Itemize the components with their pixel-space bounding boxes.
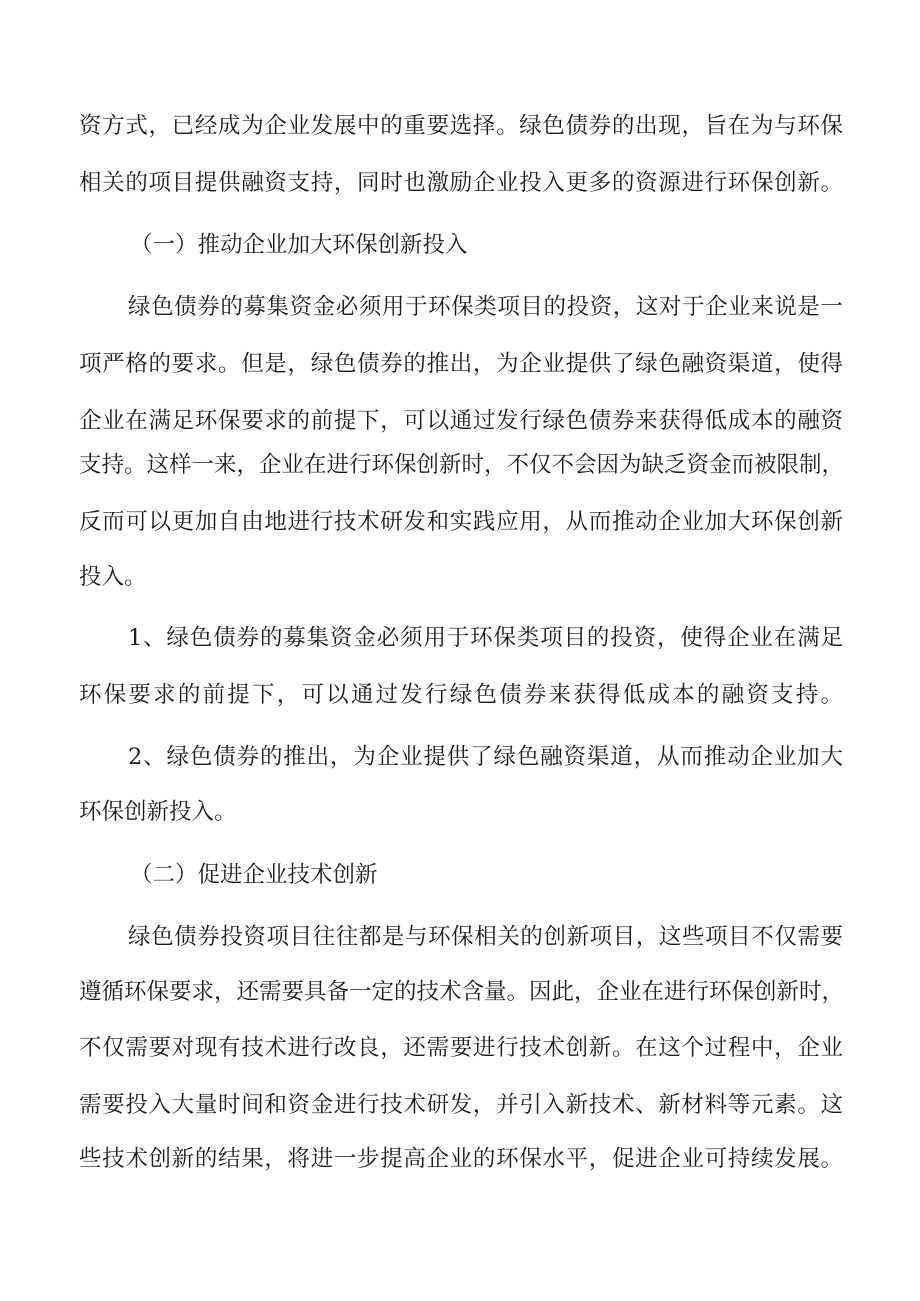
paragraph-2-line-1: 绿色债券投资项目往往都是与环保相关的创新项目，这些项目不仅需要 xyxy=(128,924,843,950)
paragraph-2-line-2: 遵循环保要求，还需要具备一定的技术含量。因此，企业在进行环保创新时， xyxy=(79,979,845,1005)
list-item-2-line-1: 2、绿色债券的推出，为企业提供了绿色融资渠道，从而推动企业加大 xyxy=(128,744,843,770)
paragraph-intro-line-1: 资方式，已经成为企业发展中的重要选择。绿色债券的出现，旨在为与环保 xyxy=(79,113,843,139)
section-heading-1: （一）推动企业加大环保创新投入 xyxy=(130,232,468,258)
paragraph-intro-line-2: 相关的项目提供融资支持，同时也激励企业投入更多的资源进行环保创新。 xyxy=(79,170,843,196)
section-heading-2: （二）促进企业技术创新 xyxy=(130,862,378,888)
list-item-1-line-1: 1、绿色债券的募集资金必须用于环保类项目的投资，使得企业在满足 xyxy=(128,625,843,651)
paragraph-2-line-4: 需要投入大量时间和资金进行技术研发，并引入新技术、新材料等元素。这 xyxy=(79,1092,843,1118)
paragraph-2-line-3: 不仅需要对现有技术进行改良，还需要进行技术创新。在这个过程中，企业 xyxy=(79,1035,843,1061)
list-item-1-line-2: 环保要求的前提下，可以通过发行绿色债券来获得低成本的融资支持。 xyxy=(79,682,843,708)
paragraph-1-line-5: 反而可以更加自由地进行技术研发和实践应用，从而推动企业加大环保创新 xyxy=(79,509,843,535)
paragraph-1-line-3: 企业在满足环保要求的前提下，可以通过发行绿色债券来获得低成本的融资 xyxy=(79,408,843,434)
list-item-2-line-2: 环保创新投入。 xyxy=(79,799,237,825)
paragraph-1-line-2: 项严格的要求。但是，绿色债券的推出，为企业提供了绿色融资渠道，使得 xyxy=(79,351,843,377)
paragraph-2-line-5: 些技术创新的结果，将进一步提高企业的环保水平，促进企业可持续发展。 xyxy=(79,1146,843,1172)
paragraph-1-line-1: 绿色债券的募集资金必须用于环保类项目的投资，这对于企业来说是一 xyxy=(128,294,843,320)
paragraph-1-line-4: 支持。这样一来，企业在进行环保创新时，不仅不会因为缺乏资金而被限制， xyxy=(79,452,845,478)
paragraph-1-line-6: 投入。 xyxy=(79,564,147,590)
